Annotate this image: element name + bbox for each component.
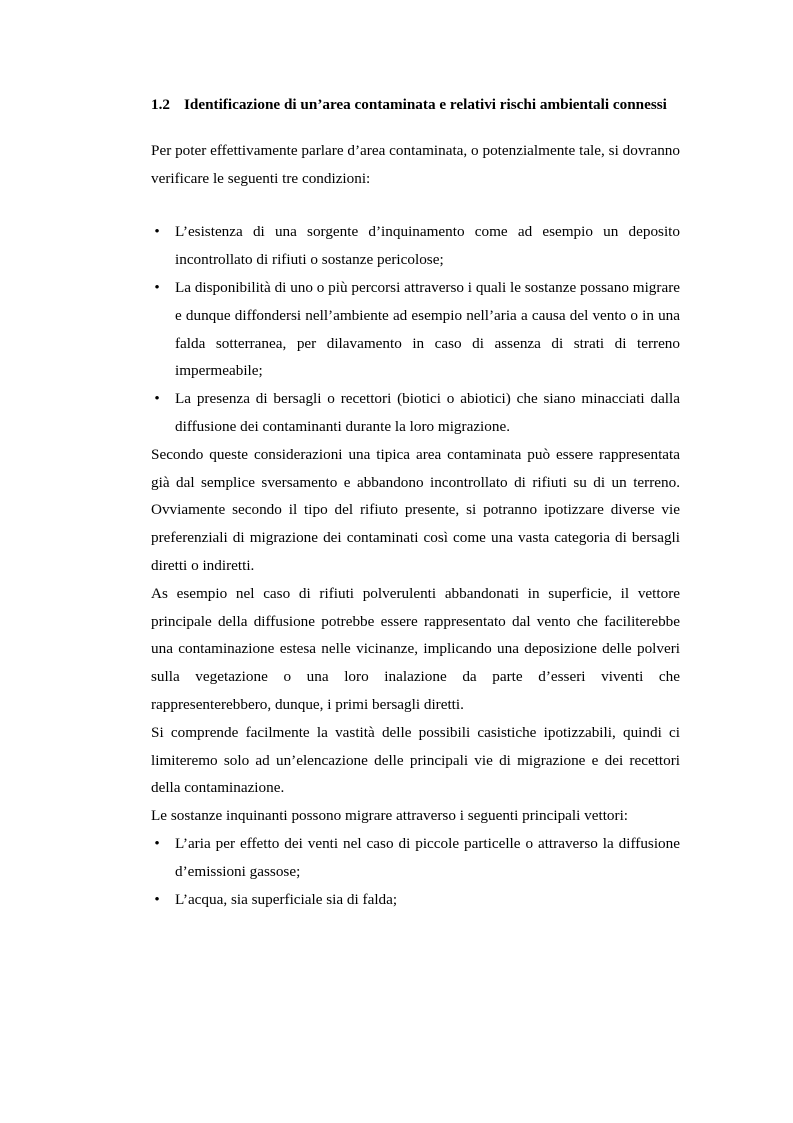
body-paragraph: Secondo queste considerazioni una tipica area contaminata può essere rappresentata già dal semplice sversamento e abbandono incontrollato di rifiuti su di un terreno. Ovviamente secondo il tipo del rifiuto presente, si potranno ipotizzare diverse vie preferenziali di migrazione dei contaminati così come una vasta categoria di bersagli diretti o indiretti. xyxy=(151,445,680,574)
list-item-text: La presenza di bersagli o recettori (biotici o abiotici) che siano minacciati dalla diffusione dei contaminanti durante la loro migrazione. xyxy=(175,390,680,435)
body-paragraph: Si comprende facilmente la vastità delle possibili casistiche ipotizzabili, quindi ci limiteremo solo ad un’elencazione delle principali vie di migrazione e dei recettori della contaminazione. xyxy=(151,723,680,797)
bullet-icon: • xyxy=(154,890,160,908)
list-item xyxy=(151,385,680,441)
section-title: Identificazione di un’area contaminata e relativi rischi ambientali connessi xyxy=(183,96,667,113)
list-item xyxy=(151,886,680,914)
list-item xyxy=(151,218,680,274)
conditions-list xyxy=(151,218,680,440)
body-paragraph: Le sostanze inquinanti possono migrare attraverso i seguenti principali vettori: xyxy=(151,807,629,825)
vectors-list xyxy=(151,830,680,913)
list-item-text: L’acqua, sia superficiale sia di falda; xyxy=(175,890,398,908)
section-number: 1.2 xyxy=(151,96,170,113)
bullet-icon: • xyxy=(154,278,160,296)
list-item xyxy=(151,274,680,385)
intro-paragraph: Per poter effettivamente parlare d’area contaminata, o potenzialmente tale, si dovranno verificare le seguenti tre condizioni: xyxy=(151,141,680,187)
bullet-icon: • xyxy=(154,834,160,852)
list-item-text: La disponibilità di uno o più percorsi attraverso i quali le sostanze possano migrare e dunque diffondersi nell’ambiente ad esempio nell’aria a causa del vento o in una falda sotterranea, per dilavamento in caso di assenza di strati di terreno impermeabile; xyxy=(175,278,680,380)
list-item-text: L’esistenza di una sorgente d’inquinamento come ad esempio un deposito incontrollato di rifiuti o sostanze pericolose; xyxy=(175,223,680,269)
list-item xyxy=(151,830,680,886)
document-page xyxy=(151,91,680,913)
bullet-icon: • xyxy=(154,223,160,241)
list-item-text: L’aria per effetto dei venti nel caso di piccole particelle o attraverso la diffusione d’emissioni gassose; xyxy=(175,834,680,880)
body-paragraph: As esempio nel caso di rifiuti polverulenti abbandonati in superficie, il vettore principale della diffusione potrebbe essere rappresentato dal vento che faciliterebbe una contaminazione estesa nelle vicinanze, implicando una deposizione delle polveri sulla vegetazione o una loro inalazione da parte d’esseri viventi che rappresenterebbero, dunque, i primi bersagli diretti. xyxy=(151,584,680,713)
section-heading xyxy=(151,91,680,119)
bullet-icon: • xyxy=(154,390,160,408)
